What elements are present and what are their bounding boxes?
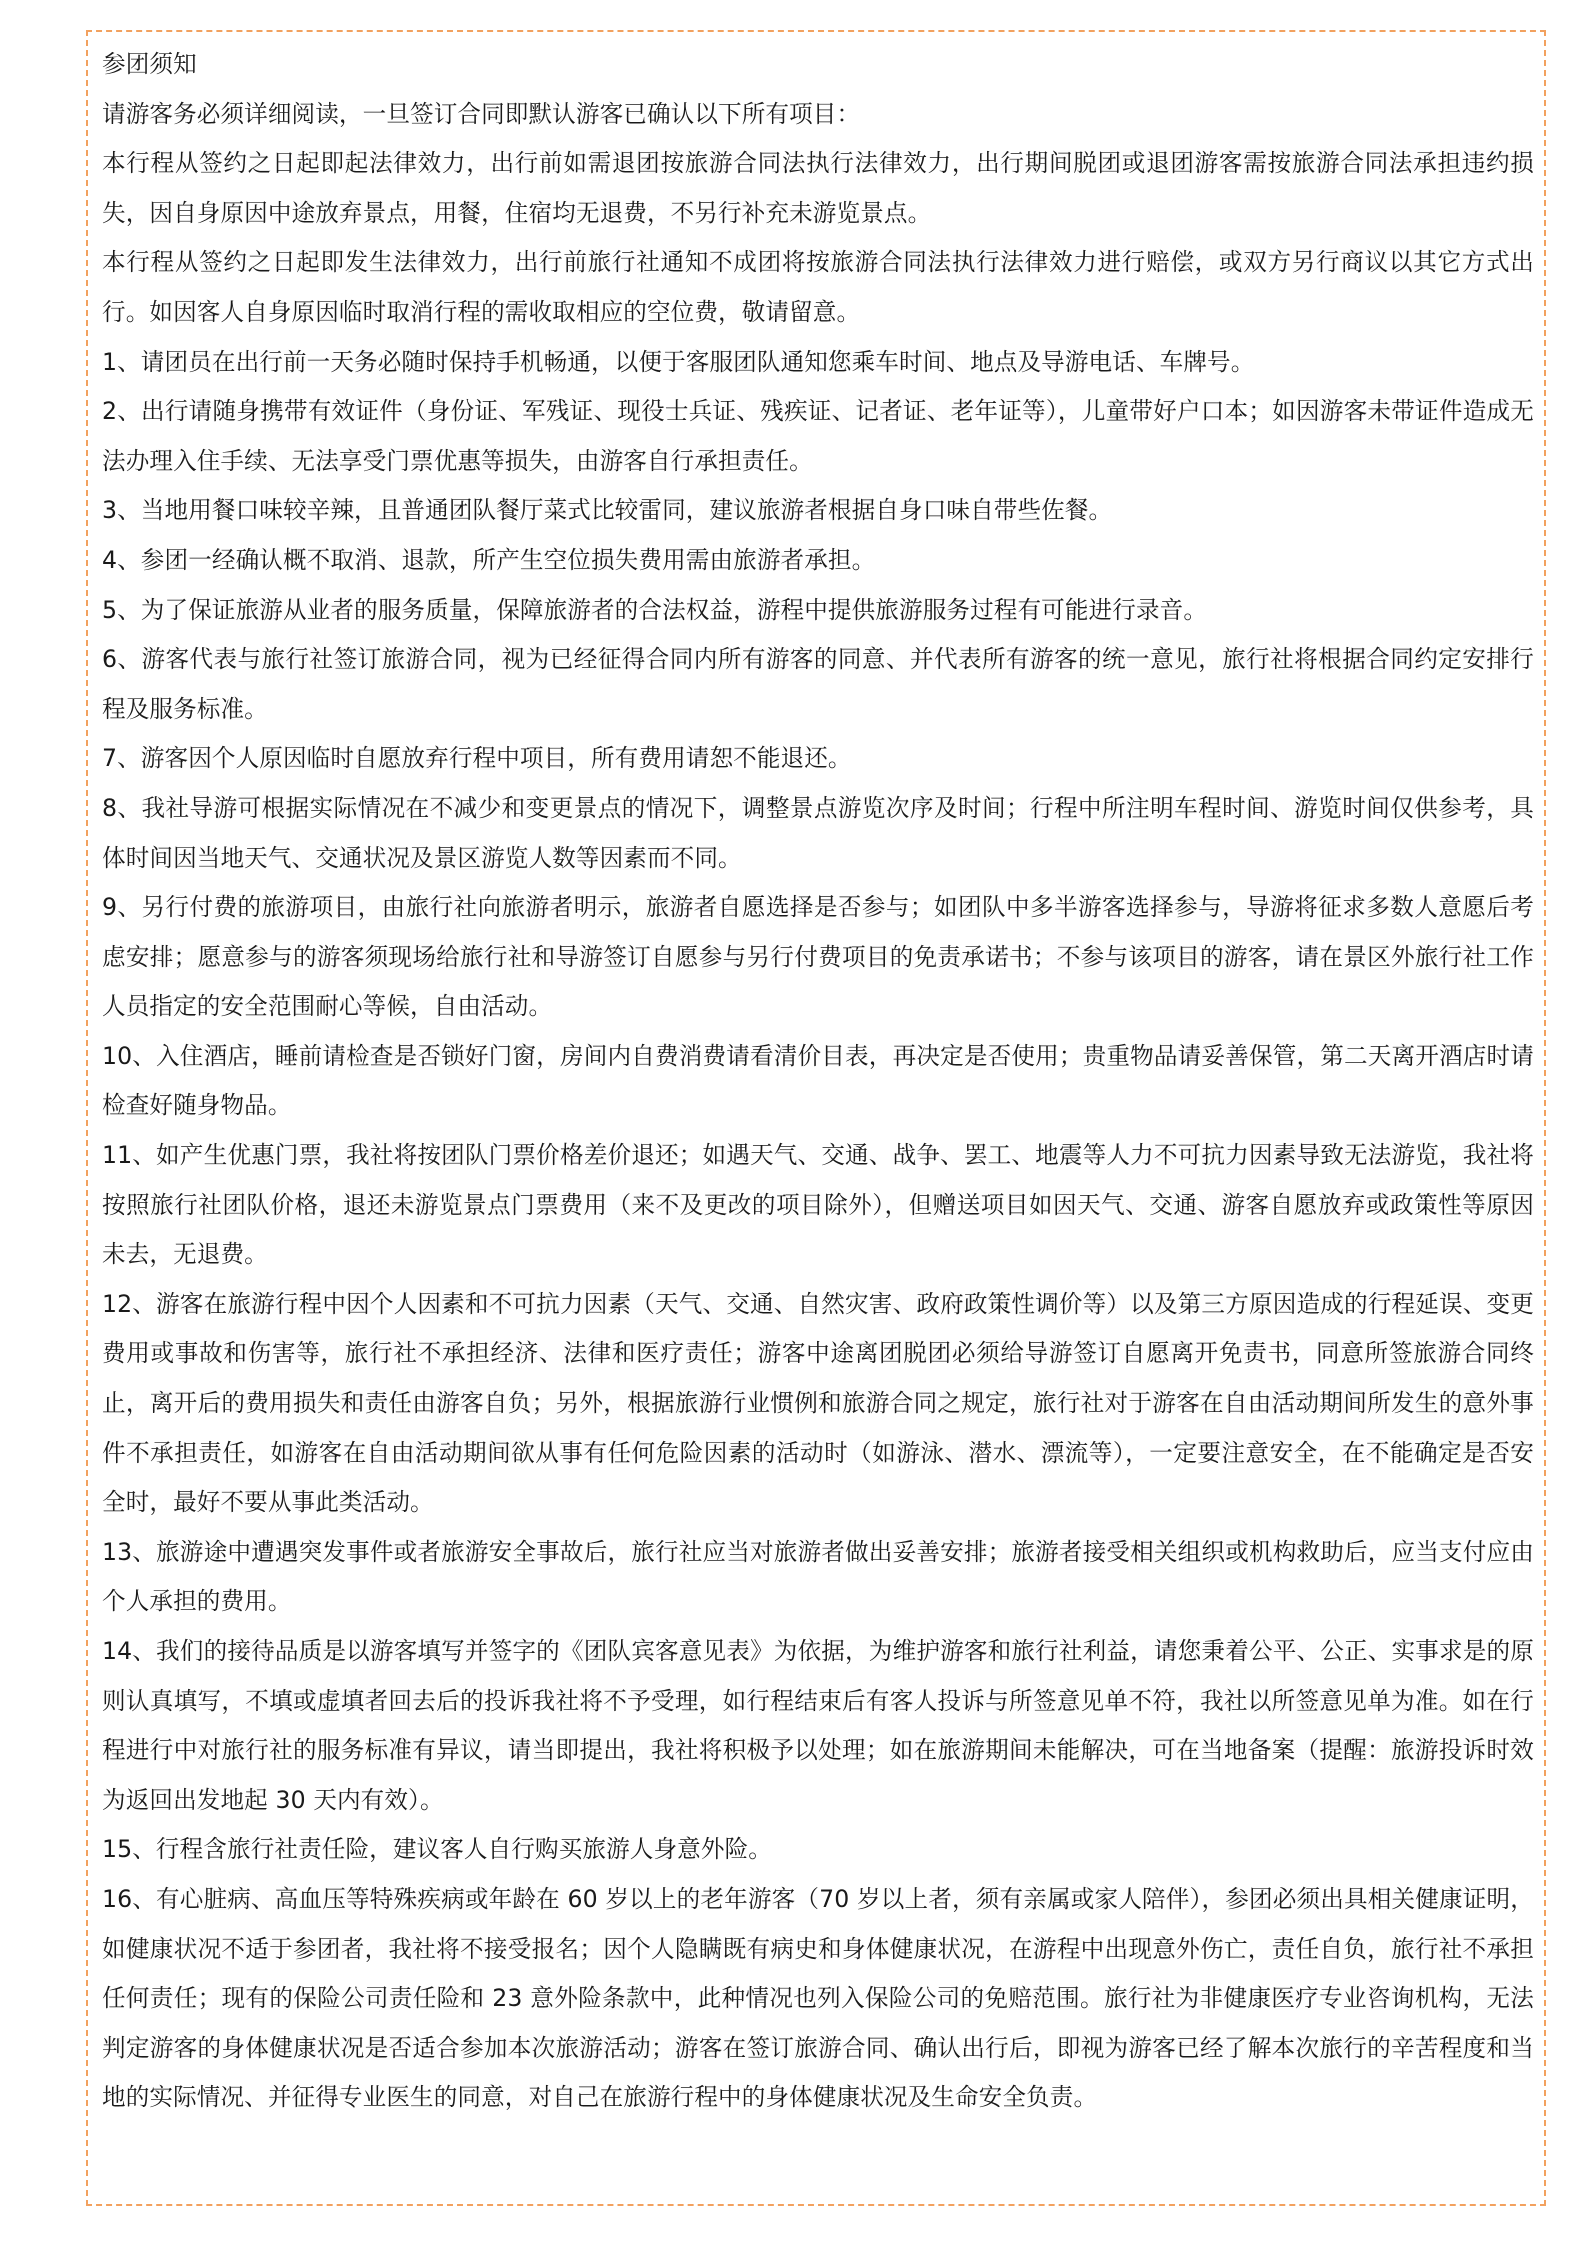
notice-item-13: 13、旅游途中遭遇突发事件或者旅游安全事故后，旅行社应当对旅游者做出妥善安排；旅游者接受相关组织或机构救助后，应当支付应由个人承担的费用。 bbox=[102, 1537, 1534, 1616]
notice-item-3: 3、当地用餐口味较辛辣，且普通团队餐厅菜式比较雷同，建议旅游者根据自身口味自带些佐餐。 bbox=[102, 496, 1113, 525]
notice-paragraph: 本行程从签约之日起即发生法律效力，出行前旅行社通知不成团将按旅游合同法执行法律效力进行赔偿，或双方另行商议以其它方式出行。如因客人自身原因临时取消行程的需收取相应的空位费，敬请留意。 bbox=[102, 248, 1534, 326]
notice-item-5: 5、为了保证旅游从业者的服务质量，保障旅游者的合法权益，游程中提供旅游服务过程有可能进行录音。 bbox=[102, 595, 1208, 624]
notice-paragraph: 本行程从签约之日起即起法律效力，出行前如需退团按旅游合同法执行法律效力，出行期间脱团或退团游客需按旅游合同法承担违约损失，因自身原因中途放弃景点，用餐，住宿均无退费，不另行补充未游览景点。 bbox=[102, 149, 1534, 227]
notice-item-7: 7、游客因个人原因临时自愿放弃行程中项目，所有费用请恕不能退还。 bbox=[102, 744, 852, 773]
notice-item-12: 12、游客在旅游行程中因个人因素和不可抗力因素（天气、交通、自然灾害、政府政策性调价等）以及第三方原因造成的行程延误、变更费用或事故和伤害等，旅行社不承担经济、法律和医疗责任；游客中途离团脱团必须给导游签订自愿离开免责书，同意所签旅游合同终止，离开后的费用损失和责任由游客自负；另外，根据旅游行业惯例和旅游合同之规定，旅行社对于游客在自由活动期间所发生的意外事件不承担责任，如游客在自由活动期间欲从事有任何危险因素的活动时（如游泳、潜水、漂流等），一定要注意安全，在不能确定是否安全时，最好不要从事此类活动。 bbox=[102, 1289, 1534, 1517]
notice-item-9: 9、另行付费的旅游项目，由旅行社向旅游者明示，旅游者自愿选择是否参与；如团队中多半游客选择参与，导游将征求多数人意愿后考虑安排；愿意参与的游客须现场给旅行社和导游签订自愿参与另行付费项目的免责承诺书；不参与该项目的游客，请在景区外旅行社工作人员指定的安全范围耐心等候，自由活动。 bbox=[102, 893, 1534, 1021]
notice-item-16: 16、有心脏病、高血压等特殊疾病或年龄在 60 岁以上的老年游客（70 岁以上者，须有亲属或家人陪伴），参团必须出具相关健康证明，如健康状况不适于参团者，我社将不接受报名；因个人隐瞒既有病史和身体健康状况，在游程中出现意外伤亡，责任自负，旅行社不承担任何责任；现有的保险公司责任险和 23 意外险条款中，此种情况也列入保险公司的免赔范围。旅行社为非健康医疗专业咨询机构，无法判定游客的身体健康状况是否适合参加本次旅游活动；游客在签订旅游合同、确认出行后，即视为游客已经了解本次旅行的辛苦程度和当地的实际情况、并征得专业医生的同意，对自己在旅游行程中的身体健康状况及生命安全负责。 bbox=[102, 1884, 1534, 2112]
notice-content bbox=[102, 40, 1534, 2123]
notice-title: 参团须知 bbox=[102, 50, 197, 78]
notice-item-1: 1、请团员在出行前一天务必随时保持手机畅通，以便于客服团队通知您乘车时间、地点及导游电话、车牌号。 bbox=[102, 347, 1255, 376]
notice-item-14: 14、我们的接待品质是以游客填写并签字的《团队宾客意见表》为依据，为维护游客和旅行社利益，请您秉着公平、公正、实事求是的原则认真填写，不填或虚填者回去后的投诉我社将不予受理，如行程结束后有客人投诉与所签意见单不符，我社以所签意见单为准。如在行程进行中对旅行社的服务标准有异议，请当即提出，我社将积极予以处理；如在旅游期间未能解决，可在当地备案（提醒：旅游投诉时效为返回出发地起 30 天内有效）。 bbox=[102, 1637, 1534, 1814]
notice-intro: 请游客务必须详细阅读，一旦签订合同即默认游客已确认以下所有项目： bbox=[102, 99, 861, 128]
notice-box bbox=[86, 30, 1546, 2206]
notice-item-4: 4、参团一经确认概不取消、退款，所产生空位损失费用需由旅游者承担。 bbox=[102, 545, 876, 574]
notice-item-15: 15、行程含旅行社责任险，建议客人自行购买旅游人身意外险。 bbox=[102, 1835, 772, 1864]
notice-item-11: 11、如产生优惠门票，我社将按团队门票价格差价退还；如遇天气、交通、战争、罢工、地震等人力不可抗力因素导致无法游览，我社将按照旅行社团队价格，退还未游览景点门票费用（来不及更改的项目除外），但赠送项目如因天气、交通、游客自愿放弃或政策性等原因未去，无退费。 bbox=[102, 1141, 1534, 1269]
notice-item-6: 6、游客代表与旅行社签订旅游合同，视为已经征得合同内所有游客的同意、并代表所有游客的统一意见，旅行社将根据合同约定安排行程及服务标准。 bbox=[102, 645, 1534, 723]
notice-item-2: 2、出行请随身携带有效证件（身份证、军残证、现役士兵证、残疾证、记者证、老年证等），儿童带好户口本；如因游客未带证件造成无法办理入住手续、无法享受门票优惠等损失，由游客自行承担责任。 bbox=[102, 397, 1534, 475]
notice-item-10: 10、入住酒店，睡前请检查是否锁好门窗，房间内自费消费请看清价目表，再决定是否使用；贵重物品请妥善保管，第二天离开酒店时请检查好随身物品。 bbox=[102, 1041, 1534, 1120]
notice-item-8: 8、我社导游可根据实际情况在不减少和变更景点的情况下，调整景点游览次序及时间；行程中所注明车程时间、游览时间仅供参考，具体时间因当地天气、交通状况及景区游览人数等因素而不同。 bbox=[102, 793, 1534, 872]
